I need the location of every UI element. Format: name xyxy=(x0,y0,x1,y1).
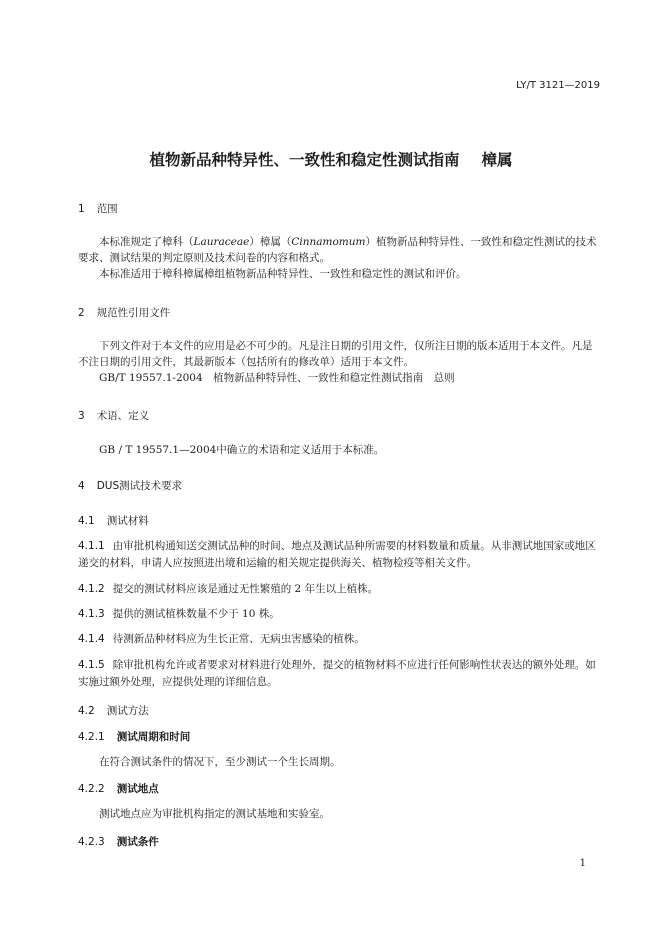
section-4-heading xyxy=(78,478,182,493)
standard-number: LY/T 3121—2019 xyxy=(516,80,600,91)
section-4-2-1-text: 在符合测试条件的情况下，至少测试一个生长周期。 xyxy=(99,756,341,768)
section-title: 术语、定义 xyxy=(96,410,150,422)
clause-4-1-2 xyxy=(78,581,600,598)
section-title: 测试条件 xyxy=(116,836,159,848)
latin-name: Cinnamomum xyxy=(291,236,366,248)
section-3-para-1: GB / T 19557.1—2004中确立的术语和定义适用于本标准。 xyxy=(99,444,385,456)
latin-name: Lauraceae xyxy=(193,236,250,248)
normative-reference: GB/T 19557.1-2004 植物新品种特异性、一致性和稳定性测试指南 总则 xyxy=(99,372,455,384)
section-1-para-1 xyxy=(78,234,600,266)
section-4-2-2-text: 测试地点应为审批机构指定的测试基地和实验室。 xyxy=(99,808,330,820)
clause-4-1-3 xyxy=(78,606,600,623)
section-title: 规范性引用文件 xyxy=(96,307,171,319)
text-run: 本标准规定了樟科（ xyxy=(99,236,194,248)
clause-text: 由审批机构通知送交测试品种的时间、地点及测试品种所需要的材料数量和质量。从非测试地国家或地区递交的材料，申请人应按照进出境和运输的相关规定提供海关、植物检疫等相关文件。 xyxy=(78,540,596,569)
section-number: 4.1 xyxy=(78,515,95,527)
section-number: 4.2.3 xyxy=(78,836,105,848)
section-number: 4.2.1 xyxy=(78,731,105,743)
section-4-2-heading xyxy=(78,703,149,718)
section-2-para-1: 下列文件对于本文件的应用是必不可少的。凡是注日期的引用文件，仅所注日期的版本适用于本文件。凡是不注日期的引用文件，其最新版本（包括所有的修改单）适用于本文件。 xyxy=(78,340,593,368)
document-title xyxy=(0,148,662,170)
clause-text: 提供的测试植株数量不少于 10 株。 xyxy=(112,608,280,620)
section-1-para-2: 本标准适用于樟科樟属樟组植物新品种特异性、一致性和稳定性的测试和评价。 xyxy=(99,268,467,280)
section-3-heading xyxy=(78,408,149,423)
clause-4-1-4 xyxy=(78,631,600,648)
title-sub: 樟属 xyxy=(481,151,513,169)
clause-number: 4.1.1 xyxy=(78,540,105,552)
section-title: 测试地点 xyxy=(116,783,159,795)
section-number: 4.2 xyxy=(78,705,95,717)
clause-number: 4.1.3 xyxy=(78,608,105,620)
clause-4-1-1 xyxy=(78,538,600,572)
clause-number: 4.1.5 xyxy=(78,659,105,671)
clause-text: 提交的测试材料应该是通过无性繁殖的 2 年生以上植株。 xyxy=(112,583,379,595)
text-run: ）植物新品种特异性、一致性和稳定性测试的技术要求、测试结果的判定原则及技术问卷的内容和格式。 xyxy=(78,236,597,264)
section-number: 1 xyxy=(78,203,85,215)
section-1-heading xyxy=(78,201,118,216)
section-number: 4 xyxy=(78,480,85,492)
section-number: 2 xyxy=(78,307,85,319)
section-title: 测试周期和时间 xyxy=(116,731,191,743)
section-title: 范围 xyxy=(96,203,118,215)
clause-4-1-5 xyxy=(78,657,600,691)
section-4-2-3-heading xyxy=(78,834,159,849)
clause-number: 4.1.2 xyxy=(78,583,105,595)
text-run: ）樟属（ xyxy=(249,236,292,248)
section-number: 3 xyxy=(78,410,85,422)
clause-text: 除审批机构允许或者要求对材料进行处理外，提交的植物材料不应进行任何影响性状表达的额外处理。如实施过额外处理，应提供处理的详细信息。 xyxy=(78,659,596,688)
section-title: 测试方法 xyxy=(106,705,149,717)
section-4-2-2-heading xyxy=(78,781,159,796)
section-4-1-heading xyxy=(78,513,149,528)
section-title: DUS测试技术要求 xyxy=(96,480,183,492)
clause-text: 待测新品种材料应为生长正常、无病虫害感染的植株。 xyxy=(112,633,365,645)
section-2-heading xyxy=(78,305,170,320)
section-number: 4.2.2 xyxy=(78,783,105,795)
page-number: 1 xyxy=(579,858,586,869)
title-main: 植物新品种特异性、一致性和稳定性测试指南 xyxy=(149,151,460,169)
section-4-2-1-heading xyxy=(78,729,190,744)
section-title: 测试材料 xyxy=(106,515,149,527)
clause-number: 4.1.4 xyxy=(78,633,105,645)
